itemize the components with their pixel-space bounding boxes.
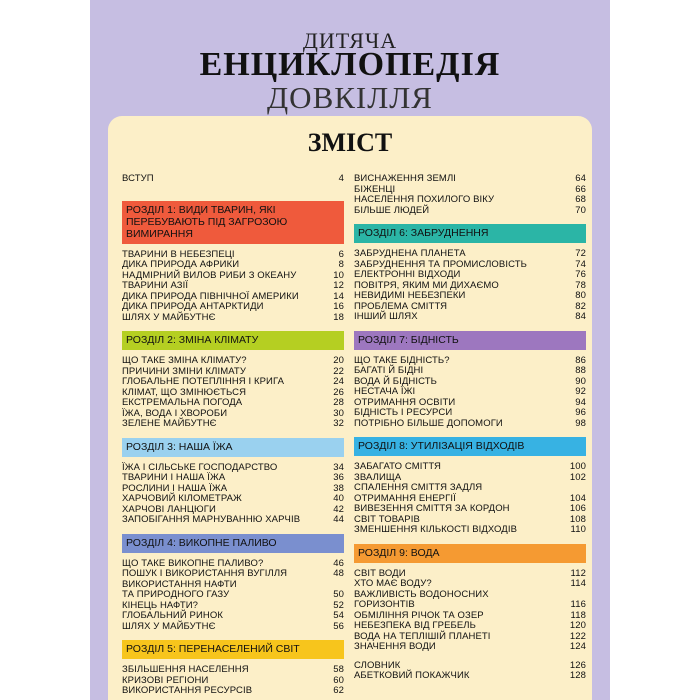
toc-entry-page: 104 bbox=[569, 492, 586, 504]
toc-entry-page: 60 bbox=[333, 674, 344, 686]
toc-entry-page: 48 bbox=[333, 568, 344, 579]
toc-entry-page: 96 bbox=[575, 407, 586, 418]
toc-entry-title: НЕБЕЗПЕКА ВІД ГРЕБЕЛЬ bbox=[354, 620, 476, 631]
toc-entry-title: ТВАРИНИ В НЕБЕЗПЕЦІ bbox=[122, 248, 235, 260]
toc-entry-title: БІДНІСТЬ І РЕСУРСИ bbox=[354, 407, 453, 418]
toc-entry-title: ВАЖЛИВІСТЬ ВОДОНОСНИХ bbox=[354, 588, 489, 600]
toc-entry-page: 14 bbox=[333, 290, 344, 302]
toc-entry bbox=[354, 483, 586, 494]
toc-entry-title: ЕЛЕКТРОННІ ВІДХОДИ bbox=[354, 269, 461, 280]
toc-entry-page: 110 bbox=[570, 524, 586, 535]
toc-entry-title: СЛОВНИК bbox=[354, 659, 401, 671]
toc-entry-title: ІНШИЙ ШЛЯХ bbox=[354, 311, 418, 322]
toc-entry bbox=[354, 462, 586, 473]
toc-entry bbox=[122, 473, 344, 484]
toc-entry-page: 86 bbox=[575, 354, 586, 366]
section-heading: РОЗДІЛ 8: УТИЛІЗАЦІЯ ВІДХОДІВ bbox=[354, 437, 586, 456]
toc-entry bbox=[354, 525, 586, 536]
toc-entry-page: 74 bbox=[575, 258, 586, 270]
toc-entry bbox=[122, 419, 344, 430]
toc-entry bbox=[354, 174, 586, 185]
toc-entry-page: 36 bbox=[333, 472, 344, 483]
toc-entry-title: ЕКСТРЕМАЛЬНА ПОГОДА bbox=[122, 397, 243, 408]
toc-entry-page: 42 bbox=[333, 503, 344, 515]
toc-entry-page: 94 bbox=[575, 396, 586, 408]
toc-entry-page: 52 bbox=[333, 599, 344, 611]
toc-entry-page: 128 bbox=[569, 670, 586, 681]
toc-entry-page: 56 bbox=[333, 620, 344, 632]
toc-entry-title: ЗАПОБІГАННЯ МАРНУВАННЮ ХАРЧІВ bbox=[122, 514, 301, 525]
toc-entry-title: ПОВІТРЯ, ЯКИМ МИ ДИХАЄМО bbox=[354, 279, 499, 291]
toc-entry-page: 118 bbox=[570, 609, 586, 621]
toc-entry-title: ОТРИМАННЯ ЕНЕРГІЇ bbox=[354, 492, 456, 504]
toc-entry-title: ГЛОБАЛЬНИЙ РИНОК bbox=[122, 610, 223, 621]
contents-panel bbox=[108, 116, 592, 700]
section-heading: РОЗДІЛ 3: НАША ЇЖА bbox=[122, 438, 344, 457]
toc-entry bbox=[354, 621, 586, 632]
left-column bbox=[122, 174, 344, 697]
toc-entry-page: 6 bbox=[338, 248, 344, 260]
toc-entry-title: ГЛОБАЛЬНЕ ПОТЕПЛІННЯ І КРИГА bbox=[122, 376, 285, 387]
section-heading: РОЗДІЛ 7: БІДНІСТЬ bbox=[354, 331, 586, 350]
toc-entry-page: 68 bbox=[575, 194, 586, 205]
toc-entry-title: СВІТ ТОВАРІВ bbox=[354, 513, 420, 525]
toc-entry-title: ВИКОРИСТАННЯ НАФТИ bbox=[122, 578, 237, 590]
toc-entry-title: ОТРИМАННЯ ОСВІТИ bbox=[354, 396, 456, 408]
toc-entry bbox=[354, 195, 586, 206]
toc-entry-title: ЗАБАГАТО СМІТТЯ bbox=[354, 461, 442, 472]
toc-entry bbox=[122, 356, 344, 367]
toc-entry-title: ЇЖА І СІЛЬСЬКЕ ГОСПОДАРСТВО bbox=[122, 461, 278, 473]
toc-entry-page: 84 bbox=[575, 311, 586, 322]
toc-entry bbox=[122, 377, 344, 388]
toc-entry-title: КЛІМАТ, ЩО ЗМІНЮЄТЬСЯ bbox=[122, 386, 247, 398]
toc-entry-page: 28 bbox=[333, 397, 344, 408]
toc-entry-title: ЗМЕНШЕННЯ КІЛЬКОСТІ ВІДХОДІВ bbox=[354, 524, 518, 535]
toc-entry bbox=[354, 291, 586, 302]
toc-entry bbox=[354, 579, 586, 590]
toc-entry-page: 54 bbox=[333, 610, 344, 621]
toc-entry bbox=[354, 249, 586, 260]
toc-entry-page: 62 bbox=[333, 685, 344, 696]
toc-entry-title: БІЖЕНЦІ bbox=[354, 183, 396, 195]
toc-entry-page: 30 bbox=[333, 407, 344, 419]
toc-entry bbox=[122, 260, 344, 271]
toc-entry-title: ЇЖА, ВОДА І ХВОРОБИ bbox=[122, 407, 228, 419]
section-heading: РОЗДІЛ 1: ВИДИ ТВАРИН, ЯКІ ПЕРЕБУВАЮТЬ ПІД ЗАГРОЗОЮ ВИМИРАННЯ bbox=[122, 201, 344, 244]
toc-entry-title: ДИКА ПРИРОДА АНТАРКТИДИ bbox=[122, 301, 264, 312]
title-line-2: ЕНЦИКЛОПЕДІЯ bbox=[199, 46, 501, 83]
toc-entry-page: 124 bbox=[569, 641, 586, 652]
toc-entry bbox=[122, 515, 344, 526]
toc-entry-title: АБЕТКОВИЙ ПОКАЖЧИК bbox=[354, 670, 470, 681]
toc-entry bbox=[354, 642, 586, 653]
toc-entry-title: ЩО ТАКЕ БІДНІСТЬ? bbox=[354, 354, 450, 366]
toc-entry-title: ОБМІЛІННЯ РІЧОК ТА ОЗЕР bbox=[354, 609, 484, 621]
toc-entry-title: НАСЕЛЕННЯ ПОХИЛОГО ВІКУ bbox=[354, 194, 495, 205]
toc-entry-page: 88 bbox=[575, 365, 586, 376]
toc-entry-page: 12 bbox=[333, 280, 344, 291]
toc-entry bbox=[122, 494, 344, 505]
toc-entry-page: 26 bbox=[333, 386, 344, 398]
toc-entry bbox=[354, 312, 586, 323]
title-line-3: ДОВКІЛЛЯ bbox=[267, 80, 433, 115]
toc-entry-page: 44 bbox=[333, 514, 344, 525]
toc-entry bbox=[122, 398, 344, 409]
toc-entry-title: ДИКА ПРИРОДА АФРИКИ bbox=[122, 259, 240, 270]
toc-entry-title: ВОДА НА ТЕПЛІШІЙ ПЛАНЕТІ bbox=[354, 630, 491, 642]
toc-entry-page: 10 bbox=[333, 269, 344, 281]
section-heading: РОЗДІЛ 4: ВИКОПНЕ ПАЛИВО bbox=[122, 534, 344, 553]
toc-entry-title: ТВАРИНИ І НАША ЇЖА bbox=[122, 472, 226, 483]
toc-entry-title: СПАЛЕННЯ СМІТТЯ ЗАДЛЯ bbox=[354, 482, 483, 493]
toc-entry bbox=[354, 270, 586, 281]
toc-entry-page: 126 bbox=[569, 659, 586, 671]
toc-entry-title: ПРОБЛЕМА СМІТТЯ bbox=[354, 300, 448, 312]
toc-entry-title: ШЛЯХ У МАЙБУТНЄ bbox=[122, 620, 216, 632]
toc-entry-title: ПОТРІБНО БІЛЬШЕ ДОПОМОГИ bbox=[354, 417, 503, 429]
toc-entry-page: 66 bbox=[575, 183, 586, 195]
toc-entry-title: НЕСТАЧА ЇЖІ bbox=[354, 386, 416, 397]
toc-entry bbox=[354, 366, 586, 377]
toc-entry-page: 76 bbox=[575, 269, 586, 280]
toc-entry bbox=[122, 174, 344, 185]
toc-entry-page: 40 bbox=[333, 493, 344, 504]
toc-entry bbox=[122, 313, 344, 324]
toc-entry-page: 18 bbox=[333, 311, 344, 323]
toc-entry bbox=[354, 504, 586, 515]
toc-entry-title: ВОДА Й БІДНІСТЬ bbox=[354, 375, 437, 387]
toc-entry-page: 72 bbox=[575, 248, 586, 259]
toc-entry-title: ЗВАЛИЩА bbox=[354, 471, 402, 483]
toc-entry-page: 4 bbox=[338, 173, 344, 184]
toc-entry-page: 22 bbox=[333, 365, 344, 377]
toc-entry-title: ШЛЯХ У МАЙБУТНЄ bbox=[122, 311, 216, 323]
toc-entry-page: 92 bbox=[575, 386, 586, 397]
toc-entry-title: ЗАБРУДНЕНА ПЛАНЕТА bbox=[354, 248, 466, 259]
toc-entry-page: 58 bbox=[333, 664, 344, 675]
toc-entry bbox=[122, 622, 344, 633]
toc-entry-title: ТВАРИНИ АЗІЇ bbox=[122, 280, 189, 291]
toc-entry-title: КІНЕЦЬ НАФТИ? bbox=[122, 599, 199, 611]
toc-entry-page: 20 bbox=[333, 355, 344, 366]
section-heading: РОЗДІЛ 5: ПЕРЕНАСЕЛЕНИЙ СВІТ bbox=[122, 640, 344, 659]
toc-entry-title: ХТО МАЄ ВОДУ? bbox=[354, 578, 432, 589]
toc-entry-title: ЩО ТАКЕ ВИКОПНЕ ПАЛИВО? bbox=[122, 557, 264, 569]
toc-entry-title: НЕВИДИМІ НЕБЕЗПЕКИ bbox=[354, 290, 466, 301]
toc-entry-page: 70 bbox=[575, 204, 586, 216]
toc-entry-page: 90 bbox=[575, 375, 586, 387]
toc-entry-page: 38 bbox=[333, 482, 344, 494]
toc-entry-title: ПРИЧИНИ ЗМІНИ КЛІМАТУ bbox=[122, 365, 246, 377]
toc-entry-page: 100 bbox=[569, 461, 586, 472]
toc-entry-title: ХАРЧОВІ ЛАНЦЮГИ bbox=[122, 503, 216, 515]
toc-entry-page: 24 bbox=[333, 376, 344, 387]
toc-entry bbox=[122, 281, 344, 292]
toc-entry-title: ЩО ТАКЕ ЗМІНА КЛІМАТУ? bbox=[122, 355, 247, 366]
toc-entry-title: ХАРЧОВИЙ КІЛОМЕТРАЖ bbox=[122, 493, 242, 504]
toc-entry-page: 82 bbox=[575, 300, 586, 312]
toc-entry-page: 120 bbox=[569, 620, 586, 631]
toc-entry-page: 114 bbox=[570, 578, 586, 589]
toc-entry-page: 108 bbox=[569, 513, 586, 525]
toc-entry-page: 112 bbox=[570, 567, 586, 579]
toc-entry bbox=[122, 611, 344, 622]
toc-entry-page: 106 bbox=[569, 503, 586, 514]
section-heading: РОЗДІЛ 6: ЗАБРУДНЕННЯ bbox=[354, 224, 586, 243]
toc-entry-title: ТА ПРИРОДНОГО ГАЗУ bbox=[122, 589, 230, 600]
toc-entry bbox=[354, 387, 586, 398]
toc-entry bbox=[122, 569, 344, 580]
toc-entry-title: ЗНАЧЕННЯ ВОДИ bbox=[354, 641, 436, 652]
toc-entry-title: ВСТУП bbox=[122, 173, 154, 184]
toc-entry-page: 122 bbox=[569, 630, 586, 642]
toc-entry-page: 8 bbox=[338, 259, 344, 270]
toc-entry bbox=[354, 206, 586, 217]
toc-entry-title: БІЛЬШЕ ЛЮДЕЙ bbox=[354, 204, 430, 216]
toc-entry-title: КРИЗОВІ РЕГІОНИ bbox=[122, 674, 209, 686]
toc-entry bbox=[354, 408, 586, 419]
toc-entry-title: ЗЕЛЕНЕ МАЙБУТНЄ bbox=[122, 418, 217, 429]
toc-entry-title: СВІТ ВОДИ bbox=[354, 567, 406, 579]
contents-title: ЗМІСТ bbox=[307, 128, 393, 157]
toc-entry-page: 102 bbox=[569, 471, 586, 483]
toc-entry-page: 98 bbox=[575, 417, 586, 429]
toc-entry-page: 46 bbox=[333, 557, 344, 569]
toc-entry-page: 34 bbox=[333, 461, 344, 473]
toc-entry-title: ДИКА ПРИРОДА ПІВНІЧНОЇ АМЕРИКИ bbox=[122, 290, 299, 302]
toc-entry-page: 116 bbox=[570, 599, 586, 610]
toc-entry-title: ВИКОРИСТАННЯ РЕСУРСІВ bbox=[122, 685, 253, 696]
toc-entry-title: ГОРИЗОНТІВ bbox=[354, 599, 415, 610]
toc-entry-title: ВИСНАЖЕННЯ ЗЕМЛІ bbox=[354, 173, 457, 184]
toc-entry-title: ВИВЕЗЕННЯ СМІТТЯ ЗА КОРДОН bbox=[354, 503, 510, 514]
toc-entry-page: 80 bbox=[575, 290, 586, 301]
toc-entry-title: БАГАТІ Й БІДНІ bbox=[354, 365, 424, 376]
toc-entry-title: ПОШУК І ВИКОРИСТАННЯ ВУГІЛЛЯ bbox=[122, 568, 288, 579]
toc-entry-title: РОСЛИНИ І НАША ЇЖА bbox=[122, 482, 228, 494]
toc-entry-page: 64 bbox=[575, 173, 586, 184]
toc-entry bbox=[122, 686, 344, 697]
toc-entry bbox=[122, 665, 344, 676]
toc-entry bbox=[354, 671, 586, 682]
toc-entry-page: 78 bbox=[575, 279, 586, 291]
toc-entry-page: 50 bbox=[333, 589, 344, 600]
title-line-1: ДИТЯЧА bbox=[302, 28, 398, 53]
toc-entry bbox=[354, 419, 586, 430]
toc-entry-title: ЗАБРУДНЕННЯ ТА ПРОМИСЛОВІСТЬ bbox=[354, 258, 527, 270]
toc-entry-page: 32 bbox=[333, 418, 344, 429]
toc-entry-title: НАДМІРНИЙ ВИЛОВ РИБИ З ОКЕАНУ bbox=[122, 269, 297, 281]
toc-entry bbox=[122, 590, 344, 601]
right-column bbox=[354, 174, 586, 682]
toc-entry bbox=[122, 302, 344, 313]
section-heading: РОЗДІЛ 2: ЗМІНА КЛІМАТУ bbox=[122, 331, 344, 350]
section-heading: РОЗДІЛ 9: ВОДА bbox=[354, 544, 586, 563]
toc-entry-page: 16 bbox=[333, 301, 344, 312]
toc-entry bbox=[354, 600, 586, 611]
toc-entry-title: ЗБІЛЬШЕННЯ НАСЕЛЕННЯ bbox=[122, 664, 249, 675]
